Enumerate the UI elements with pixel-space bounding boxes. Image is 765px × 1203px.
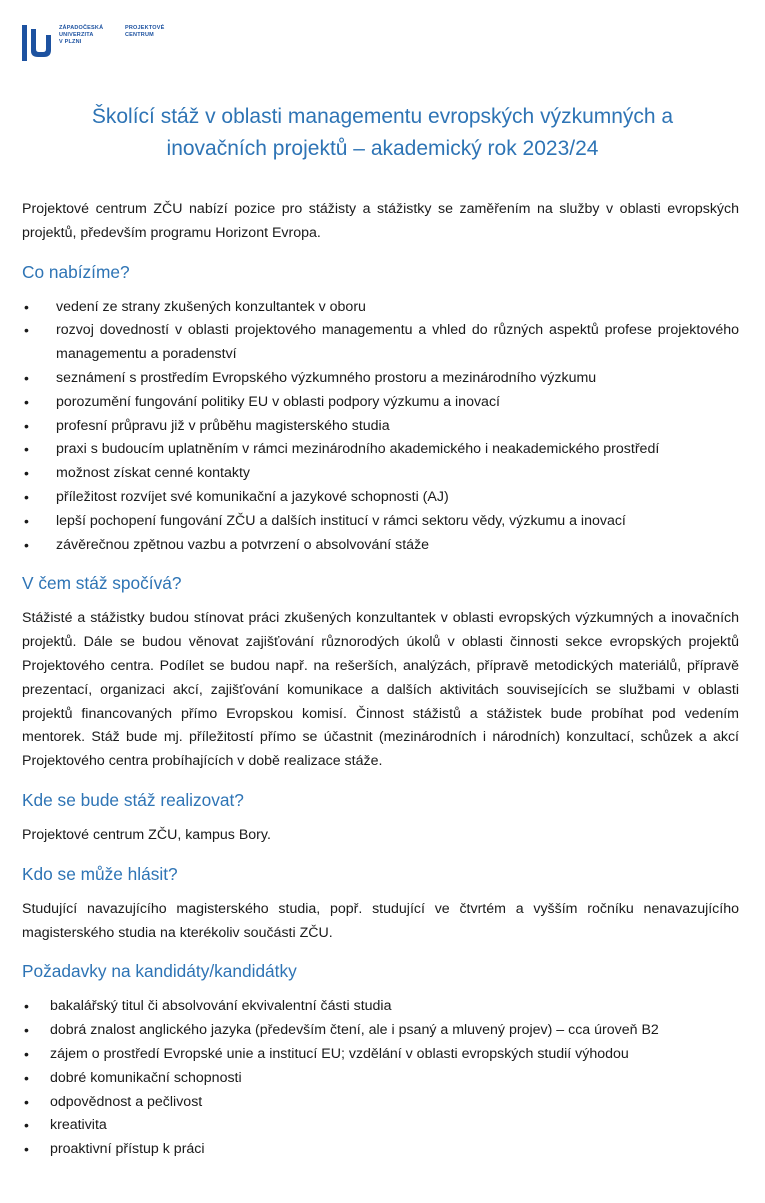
list-item: • dobrá znalost anglického jazyka (především čtení, ale i psaný a mluvený projev) – cca úroveň B2	[22, 1019, 739, 1043]
requirements-list	[22, 995, 739, 1162]
list-item: • možnost získat cenné kontakty	[22, 462, 739, 486]
document-title: Školící stáž v oblasti managementu evropských výzkumných a inovačních projektů – akademický rok 2023/24	[91, 105, 674, 160]
who-heading: Kdo se může hlásit?	[22, 863, 178, 884]
list-item: • proaktivní přístup k práci	[22, 1138, 739, 1162]
list-item: • porozumění fungování politiky EU v oblasti podpory výzkumu a inovací	[22, 391, 739, 415]
logo-center-name: PROJEKTOVÉ CENTRUM	[125, 25, 165, 38]
list-item: • odpovědnost a pečlivost	[22, 1091, 739, 1115]
list-item: • zájem o prostředí Evropské unie a institucí EU; vzdělání v oblasti evropských studií výhodou	[22, 1043, 739, 1067]
list-item: • profesní průpravu již v průběhu magisterského studia	[22, 415, 739, 439]
list-item: • seznámení s prostředím Evropského výzkumného prostoru a mezinárodního výzkumu	[22, 367, 739, 391]
list-item: • závěrečnou zpětnou vazbu a potvrzení o absolvování stáže	[22, 534, 739, 558]
where-heading: Kde se bude stáž realizovat?	[22, 789, 244, 810]
about-heading: V čem stáž spočívá?	[22, 573, 182, 594]
zcu-logo	[22, 25, 165, 61]
list-item: • dobré komunikační schopnosti	[22, 1067, 739, 1091]
list-item: • rozvoj dovedností v oblasti projektového managementu a vhled do různých aspektů profese projektového managementu a poradenství	[22, 319, 739, 367]
about-paragraph: Stážisté a stážistky budou stínovat práci zkušených konzultantek v oblasti evropských výzkumných a inovačních projektů. Dále se budou věnovat zajišťování různorodých úkolů v oblasti činnosti sekce evropských projektů Projektového centra. Podílet se budou např. na rešerších, analýzách, přípravě metodických materiálů, přípravě prezentací, organizaci akcí, zajišťování komunikace a dalších aktivitách souvisejících se službami v oblasti projektů financovaných přímo Evropskou komisí. Činnost stážistů a stážistek bude probíhat pod vedením mentorek. Stáž bude mj. příležitostí přímo se účastnit (mezinárodních i národních) konzultací, schůzek a akcí Projektového centra probíhajících v době realizace stáže.	[22, 610, 739, 770]
list-item: • příležitost rozvíjet své komunikační a jazykové schopnosti (AJ)	[22, 486, 739, 510]
offer-heading: Co nabízíme?	[22, 261, 130, 282]
list-item: • bakalářský titul či absolvování ekvivalentní části studia	[22, 995, 739, 1019]
zcu-logo-icon	[22, 25, 52, 61]
requirements-heading: Požadavky na kandidáty/kandidátky	[22, 961, 297, 982]
document-body	[22, 198, 739, 1162]
list-item: • kreativita	[22, 1114, 739, 1138]
logo-university-name: ZÁPADOČESKÁ UNIVERZITA V PLZNI	[59, 25, 104, 45]
list-item: • lepší pochopení fungování ZČU a dalších institucí v rámci sektoru vědy, výzkumu a inovací	[22, 510, 739, 534]
who-paragraph: Studující navazujícího magisterského studia, popř. studující ve čtvrtém a vyšším ročníku nenavazujícího magisterského studia na kterékoliv součásti ZČU.	[22, 900, 739, 941]
offer-list	[22, 296, 739, 558]
list-item: • praxi s budoucím uplatněním v rámci mezinárodního akademického i neakademického prostředí	[22, 438, 739, 462]
intro-paragraph: Projektové centrum ZČU nabízí pozice pro stážisty a stážistky se zaměřením na služby v oblasti evropských projektů, především programu Horizont Evropa.	[22, 201, 739, 241]
where-paragraph: Projektové centrum ZČU, kampus Bory.	[22, 826, 271, 843]
list-item: • vedení ze strany zkušených konzultantek v oboru	[22, 296, 739, 320]
